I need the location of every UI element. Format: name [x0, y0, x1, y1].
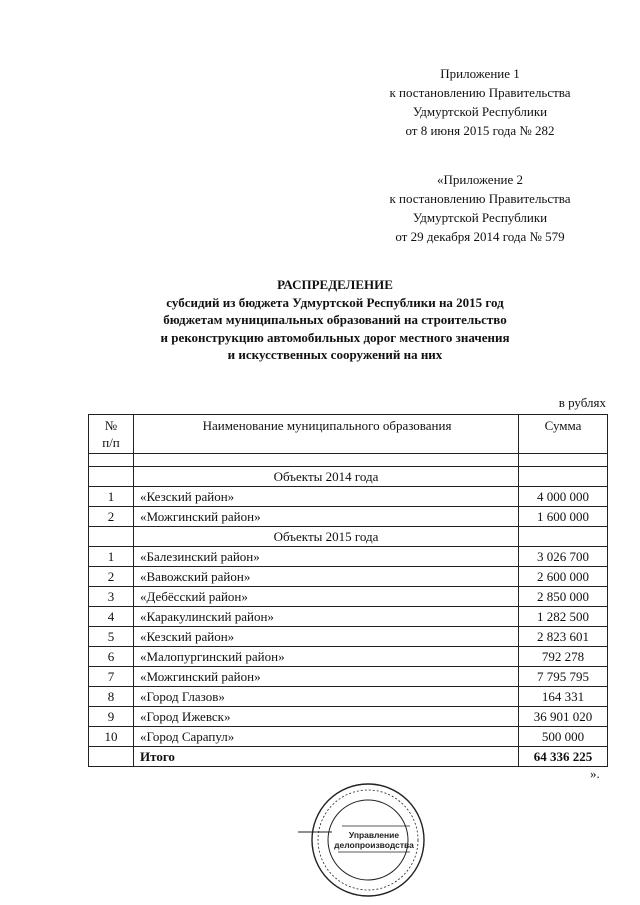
section-2015-row: [89, 527, 608, 547]
row-name: «Вавожский район»: [134, 567, 519, 587]
title-line3: и реконструкцию автомобильных дорог местного значения: [160, 329, 510, 345]
row-name: «Город Ижевск»: [134, 707, 519, 727]
empty-cell: [89, 747, 134, 767]
appendix-2-line4: от 29 декабря 2014 года № 579: [395, 229, 565, 244]
table-row: [89, 727, 608, 747]
row-name: «Кезский район»: [134, 487, 519, 507]
row-sum: 792 278: [519, 647, 608, 667]
table-row: [89, 667, 608, 687]
spacer-row: [89, 454, 608, 467]
row-name: «Можгинский район»: [134, 507, 519, 527]
empty-cell: [89, 467, 134, 487]
total-row: [89, 747, 608, 767]
row-name: «Кезский район»: [134, 627, 519, 647]
table-row: [89, 547, 608, 567]
row-number: 3: [89, 587, 134, 607]
row-sum: 4 000 000: [519, 487, 608, 507]
title-line4: и искусственных сооружений на них: [227, 347, 443, 362]
row-name: «Город Глазов»: [134, 687, 519, 707]
row-number: 7: [89, 667, 134, 687]
row-number: 8: [89, 687, 134, 707]
appendix-2-line3: Удмуртской Республики: [412, 210, 548, 225]
closing-quote: ».: [590, 766, 600, 781]
section-2015-label: Объекты 2015 года: [134, 527, 519, 547]
stamp-line1: Управление: [348, 830, 400, 840]
section-2014-label: Объекты 2014 года: [134, 467, 519, 487]
row-sum: 7 795 795: [519, 667, 608, 687]
row-name: «Малопургинский район»: [134, 647, 519, 667]
row-sum: 164 331: [519, 687, 608, 707]
appendix-1-line4: от 8 июня 2015 года № 282: [405, 123, 555, 138]
total-label: Итого: [134, 747, 519, 767]
appendix-1-block: [362, 64, 598, 140]
row-name: «Каракулинский район»: [134, 607, 519, 627]
units-label: в рублях: [558, 395, 606, 410]
header-name: Наименование муниципального образования: [134, 415, 519, 454]
row-number: 5: [89, 627, 134, 647]
spacer-cell: [134, 454, 519, 467]
section-2014-row: [89, 467, 608, 487]
row-number: 9: [89, 707, 134, 727]
empty-cell: [519, 527, 608, 547]
title-line2: бюджетам муниципальных образований на строительство: [163, 312, 507, 327]
table-row: [89, 687, 608, 707]
table-row: [89, 487, 608, 507]
row-sum: 2 823 601: [519, 627, 608, 647]
row-number: 2: [89, 567, 134, 587]
spacer-cell: [519, 454, 608, 467]
row-number: 1: [89, 547, 134, 567]
title-line1: субсидий из бюджета Удмуртской Республики на 2015 год: [166, 294, 504, 310]
row-sum: 3 026 700: [519, 547, 608, 567]
appendix-2-line1: «Приложение 2: [436, 172, 524, 187]
table-row: [89, 627, 608, 647]
row-sum: 2 600 000: [519, 567, 608, 587]
empty-cell: [519, 467, 608, 487]
appendix-1-line3: Удмуртской Республики: [412, 104, 548, 119]
appendix-1-line1: Приложение 1: [440, 66, 520, 81]
total-sum: 64 336 225: [519, 747, 608, 767]
table-row: [89, 587, 608, 607]
distribution-table: [88, 414, 608, 767]
row-sum: 36 901 020: [519, 707, 608, 727]
appendix-2-block: [362, 170, 598, 246]
header-sum: Сумма: [519, 415, 608, 454]
official-stamp: [298, 780, 434, 900]
row-sum: 1 600 000: [519, 507, 608, 527]
header-number-line2: п/п: [102, 435, 120, 450]
row-name: «Балезинский район»: [134, 547, 519, 567]
row-name: «Город Сарапул»: [134, 727, 519, 747]
table-row: [89, 707, 608, 727]
row-name: «Можгинский район»: [134, 667, 519, 687]
row-number: 10: [89, 727, 134, 747]
appendix-2-line2: к постановлению Правительства: [389, 191, 571, 206]
row-name: «Дебёсский район»: [134, 587, 519, 607]
spacer-cell: [89, 454, 134, 467]
row-sum: 2 850 000: [519, 587, 608, 607]
table-row: [89, 567, 608, 587]
empty-cell: [89, 527, 134, 547]
table-row: [89, 647, 608, 667]
title-heading: РАСПРЕДЕЛЕНИЕ: [277, 277, 393, 292]
appendix-1-line2: к постановлению Правительства: [389, 85, 571, 100]
row-number: 1: [89, 487, 134, 507]
table-header-row: [89, 415, 608, 454]
row-sum: 1 282 500: [519, 607, 608, 627]
table-row: [89, 507, 608, 527]
header-number: [89, 415, 134, 454]
table-row: [89, 607, 608, 627]
header-number-line1: №: [104, 418, 118, 433]
row-number: 4: [89, 607, 134, 627]
document-title: [95, 276, 575, 364]
row-number: 2: [89, 507, 134, 527]
row-number: 6: [89, 647, 134, 667]
row-sum: 500 000: [519, 727, 608, 747]
stamp-line2: делопроизводства: [334, 840, 414, 850]
